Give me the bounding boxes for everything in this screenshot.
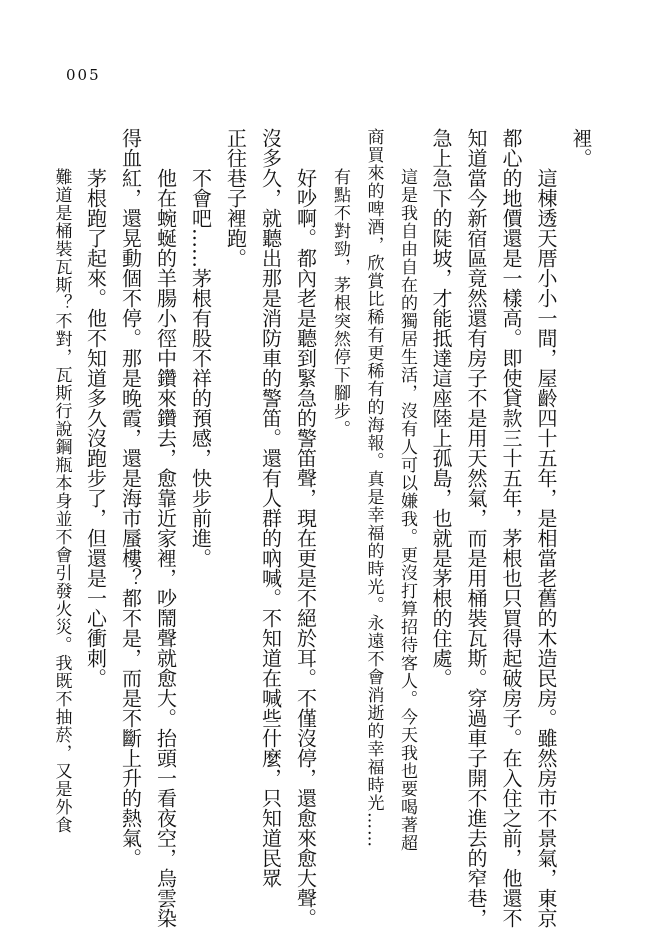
text-column: 他在蜿蜒的羊腸小徑中鑽來鑽去，愈靠近家裡，吵鬧聲就愈大。抬頭一看夜空，烏雲染: [153, 168, 178, 928]
text-column: 茅根跑了起來。他不知道多久沒跑步了，但還是一心衝刺。: [83, 168, 108, 688]
text-column-monologue: 難道是桶裝瓦斯？不對，瓦斯行說鋼瓶本身並不會引發火災。我既不抽菸，又是外食: [51, 168, 72, 834]
text-column-monologue: 這是我自由自在的獨居生活，沒有人可以嫌我。更沒打算招待客人。今天我也要喝著超: [397, 168, 417, 852]
text-column: 知道當今新宿區竟然還有房子不是用天然氣，而是用桶裝瓦斯。穿過車子開不進去的窄巷，: [464, 128, 488, 928]
text-column: 好吵啊。都內老是聽到緊急的警笛聲，現在更是不絕於耳。不僅沒停，還愈來愈大聲。: [293, 168, 318, 928]
page-number: 005: [66, 66, 101, 84]
text-column: 得血紅，還晃動個不停。那是晚霞，還是海市蜃樓？都不是，而是不斷上升的熱氣。: [118, 128, 143, 868]
text-column: 急上急下的陡坡，才能抵達這座陸上孤島，也就是茅根的住處。: [429, 128, 453, 688]
text-column: 裡。: [569, 128, 593, 168]
text-column-monologue: 商買來的啤酒，欣賞比稀有更稀有的海報。真是幸福的時光。永遠不會消逝的幸福時光……: [363, 128, 384, 848]
text-column: 正往巷子裡跑。: [223, 128, 248, 268]
body-text: [51, 128, 598, 928]
text-column: 這棟透天厝小小一間，屋齡四十五年，是相當老舊的木造民房。雖然房市不景氣，東京: [534, 168, 558, 928]
text-column-monologue: 有點不對勁，茅根突然停下腳步。: [330, 168, 350, 438]
text-column: 不會吧……茅根有股不祥的預感，快步前進。: [188, 168, 213, 568]
text-column: 都心的地價還是一樣高。即使貸款三十五年，茅根也只買得起破房子。在入住之前，他還不: [499, 128, 523, 928]
text-column: 沒多久，就聽出那是消防車的警笛。還有人群的吶喊。不知道在喊些什麼，只知道民眾: [258, 128, 283, 888]
